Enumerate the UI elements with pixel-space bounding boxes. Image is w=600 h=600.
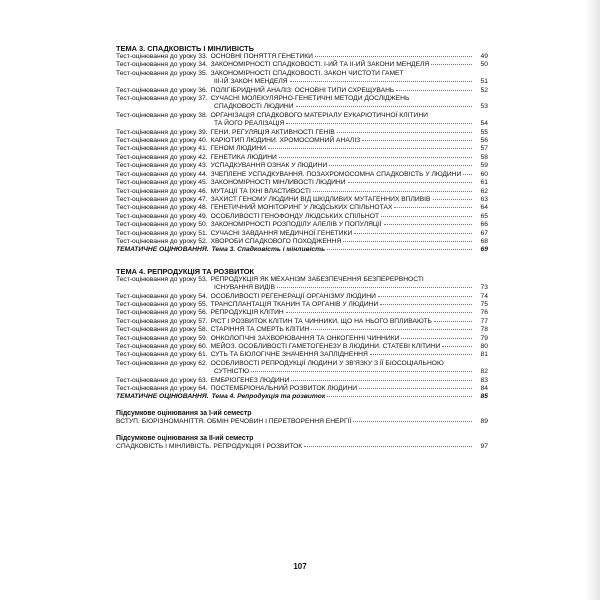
entry-prefix: Тест-оцінювання до уроку 35.: [116, 69, 208, 77]
toc-entry: [116, 351, 488, 359]
entry-line: [116, 103, 474, 111]
dot-leader: [381, 216, 472, 217]
entry-line: [116, 213, 474, 221]
entry-page-number: 81: [480, 351, 488, 359]
entry-page-number: 76: [480, 309, 488, 317]
entry-prefix: Тест-оцінювання до уроку 37.: [116, 95, 208, 103]
page-number: 107: [293, 562, 307, 571]
entry-title: ЗАКОНОМІРНОСТІ РОЗПОДІЛУ АЛЕЛІВ У ПОПУЛЯЦІЇ: [210, 221, 382, 229]
entry-prefix: Тест-оцінювання до уроку 64.: [116, 385, 208, 393]
entry-title: ГЕНИ. РЕГУЛЯЦІЯ АКТИВНОСТІ ГЕНІВ: [210, 128, 335, 136]
entry-title: ОРГАНІЗАЦІЯ СПАДКОВОГО МАТЕРІАЛУ ЕУКАРІОТИЧНОЇ КЛІТИНИ: [210, 111, 428, 119]
toc-entry: [116, 112, 488, 129]
toc-sections: [116, 44, 488, 402]
toc-entry: [116, 213, 488, 221]
entry-title: СТАРІННЯ ТА СМЕРТЬ КЛІТИН: [210, 326, 310, 334]
entry-line: [116, 78, 474, 86]
entry-title: ГЕНЕТИЧНИЙ МОНІТОРИНГ У ЛЮДСЬКИХ СПІЛЬНОТАХ: [210, 204, 393, 212]
dot-leader: [313, 191, 472, 192]
entry-page-number: 65: [480, 212, 488, 220]
toc-entry: [116, 162, 488, 170]
section-title: ТЕМА 3. СПАДКОВІСТЬ І МІНЛИВІСТЬ: [116, 44, 254, 53]
summary-entry: [116, 443, 488, 451]
dot-leader: [362, 140, 472, 141]
entry-prefix: Тест-оцінювання до уроку 44.: [116, 170, 208, 178]
entry-page-number: 74: [480, 292, 488, 300]
entry-prefix: ТЕМАТИЧНЕ ОЦІНЮВАННЯ.: [116, 393, 209, 401]
entry-prefix: Тест-оцінювання до уроку 47.: [116, 195, 208, 203]
dot-leader: [353, 421, 472, 422]
entry-line: [116, 318, 474, 326]
entry-title: ТРАНСПЛАНТАЦІЯ ТКАНИН ТА ОРГАНІВ У ЛЮДИНИ: [210, 300, 379, 308]
entry-prefix: Тест-оцінювання до уроку 45.: [116, 179, 208, 187]
toc-entry: [116, 230, 488, 238]
entry-page-number: 57: [480, 145, 488, 153]
entry-page-number: 52: [480, 86, 488, 94]
dot-leader: [401, 338, 472, 339]
entry-title: ПОСТЕМБРІОНАЛЬНИЙ РОЗВИТОК ЛЮДИНИ: [210, 385, 358, 393]
toc-entry: [116, 377, 488, 385]
dot-leader: [343, 241, 472, 242]
dot-leader: [463, 174, 472, 175]
dot-leader: [268, 148, 472, 149]
entry-line: [116, 95, 474, 103]
entry-prefix: Тест-оцінювання до уроку 40.: [116, 137, 208, 145]
dot-leader: [378, 296, 472, 297]
dot-leader: [431, 64, 472, 65]
entry-title: ЗАКОНОМІРНОСТІ СПАДКОВОСТІ. ЗАКОН ЧИСТОТИ ГАМЕТ: [210, 69, 404, 77]
entry-prefix: Тест-оцінювання до уроку 39.: [116, 128, 208, 136]
dot-leader: [337, 132, 472, 133]
entry-prefix: ТЕМАТИЧНЕ ОЦІНЮВАННЯ.: [116, 246, 209, 254]
toc-entry: [116, 309, 488, 317]
dot-leader: [290, 81, 472, 82]
entry-line: [116, 188, 474, 196]
dot-leader: [286, 123, 472, 124]
entry-title: ЕМБРІОГЕНЕЗ ЛЮДИНИ: [210, 376, 290, 384]
dot-leader: [291, 380, 472, 381]
entry-title: МЕЙОЗ. ОСОБЛИВОСТІ ГАМЕТОГЕНЕЗУ В ЛЮДИНИ. СТАТЕВІ КЛІТИНИ: [210, 343, 441, 350]
entry-line: [116, 171, 474, 179]
entry-title: ХВОРОБИ СПАДКОВОГО ПОХОДЖЕННЯ: [210, 237, 342, 245]
entry-line: [116, 360, 474, 368]
entry-prefix: Тест-оцінювання до уроку 43.: [116, 162, 208, 170]
thematic-assessment-entry: [116, 246, 488, 254]
entry-line: [116, 70, 474, 78]
dot-leader: [327, 396, 472, 397]
entry-title: Тема 4. Репродукція та розвиток: [211, 393, 326, 401]
entry-page-number: 62: [480, 187, 488, 195]
entry-line: [116, 112, 474, 120]
entry-line: [116, 284, 474, 292]
entry-line: [116, 368, 474, 376]
entry-page-number: 66: [480, 221, 488, 229]
entry-page-number: 80: [480, 343, 488, 350]
entry-page-number: 68: [480, 237, 488, 245]
entry-prefix: Тест-оцінювання до уроку 63.: [116, 376, 208, 384]
entry-prefix: Тест-оцінювання до уроку 41.: [116, 145, 208, 153]
entry-title: СУТНІСТЮ: [214, 368, 250, 376]
entry-prefix: Тест-оцінювання до уроку 51.: [116, 229, 208, 237]
dot-leader: [384, 224, 472, 225]
entry-prefix: Тест-оцінювання до уроку 48.: [116, 204, 208, 212]
thematic-assessment-entry: [116, 393, 488, 401]
entry-line: [116, 204, 474, 212]
toc-entry: [116, 171, 488, 179]
dot-leader: [279, 157, 472, 158]
toc-entry: [116, 61, 488, 69]
entry-title: ЗАКОНОМІРНОСТІ СПАДКОВОСТІ. І-ИЙ ТА ІІ-ИЙ ЗАКОНИ МЕНДЕЛЯ: [210, 61, 430, 69]
toc-entry: [116, 293, 488, 301]
entry-prefix: Тест-оцінювання до уроку 60.: [116, 343, 208, 350]
dot-leader: [311, 329, 472, 330]
entry-prefix: Тест-оцінювання до уроку 38.: [116, 111, 208, 119]
entry-prefix: Тест-оцінювання до уроку 42.: [116, 153, 208, 161]
entry-page-number: 67: [480, 229, 488, 237]
entry-line: [116, 246, 474, 254]
entry-line: [116, 393, 474, 401]
entry-page-number: 82: [480, 368, 488, 376]
entry-page-number: 51: [480, 78, 488, 86]
entry-page-number: 63: [480, 195, 488, 203]
toc-section: [116, 267, 488, 402]
entry-title: РІСТ І РОЗВИТОК КЛІТИН ТА ЧИННИКИ, ЩО НА НЬОГО ВПЛИВАЮТЬ: [210, 317, 432, 325]
entry-page-number: 64: [480, 204, 488, 212]
section-title: ТЕМА 4. РЕПРОДУКЦІЯ ТА РОЗВИТОК: [116, 266, 255, 276]
entry-title: КАРІОТИП ЛЮДИНИ. ХРОМОСОМНИЙ АНАЛІЗ: [210, 137, 361, 145]
toc-entry: [116, 204, 488, 212]
entry-page-number: 83: [480, 376, 488, 384]
entry-page-number: 84: [480, 385, 488, 393]
entry-title: ПОЛІГІБРИДНИЙ АНАЛІЗ: ОСНОВНІ ТИПИ СХРЕЩУВАНЬ: [210, 86, 395, 94]
entry-title: УСПАДКУВАННЯ ОЗНАК У ЛЮДИНИ: [210, 162, 328, 170]
entry-page-number: 69: [480, 246, 488, 254]
entry-prefix: Тест-оцінювання до уроку 34.: [116, 61, 208, 69]
entry-title: МУТАЦІЇ ТА ЇХНІ ВЛАСТИВОСТІ: [210, 187, 311, 195]
entry-title: ГЕНЕТИКА ЛЮДИНИ: [210, 153, 277, 161]
dot-leader: [304, 446, 472, 447]
dot-leader: [370, 354, 472, 355]
entry-page-number: 55: [480, 128, 488, 136]
toc-entry: [116, 326, 488, 334]
entry-title: ЗЧЕПЛЕНЕ УСПАДКУВАННЯ. ПОЗАХРОМОСОМНА СПАДКОВІСТЬ У ЛЮДИНИ: [210, 170, 462, 178]
entry-line: [116, 335, 474, 343]
entry-title: РЕПРОДУКЦІЯ ЯК МЕХАНІЗМ ЗАБЕЗПЕЧЕННЯ БЕЗПЕРЕРВНОСТІ: [210, 275, 424, 283]
entry-prefix: Тест-оцінювання до уроку 62.: [116, 359, 208, 367]
entry-page-number: 79: [480, 334, 488, 342]
entry-line: [116, 61, 474, 69]
toc-entry: [116, 129, 488, 137]
entry-title: ОСОБЛИВОСТІ ГЕНОФОНДУ ЛЮДСЬКИХ СПІЛЬНОТ: [210, 212, 380, 220]
entry-page-number: 60: [480, 170, 488, 178]
entry-line: [116, 230, 474, 238]
dot-leader: [394, 207, 472, 208]
entry-line: [116, 377, 474, 385]
summary-page-number: 89: [480, 418, 488, 426]
entry-line: [116, 326, 474, 334]
entry-prefix: Тест-оцінювання до уроку 58.: [116, 326, 208, 334]
entry-line: [116, 351, 474, 359]
entry-line: [116, 221, 474, 229]
toc-entry: [116, 145, 488, 153]
table-of-contents: [116, 44, 488, 452]
dot-leader: [315, 56, 472, 57]
dot-leader: [396, 90, 472, 91]
entry-line: [116, 179, 474, 187]
entry-title: СУЧАСНІ ЗАВДАННЯ МЕДИЧНОЇ ГЕНЕТИКИ: [210, 229, 353, 237]
entry-prefix: Тест-оцінювання до уроку 49.: [116, 212, 208, 220]
entry-title: ІІІ-ІЙ ЗАКОН МЕНДЕЛЯ: [214, 78, 288, 86]
entry-line: [116, 145, 474, 153]
dot-leader: [359, 388, 472, 389]
entry-prefix: Тест-оцінювання до уроку 59.: [116, 334, 208, 342]
entry-prefix: Тест-оцінювання до уроку 55.: [116, 300, 208, 308]
dot-leader: [251, 371, 472, 372]
entry-page-number: 58: [480, 153, 488, 161]
toc-entry: [116, 335, 488, 343]
summary-group: [116, 410, 488, 427]
entry-title: РЕПРОДУКЦІЯ КЛІТИН: [210, 309, 284, 317]
entry-page-number: 77: [480, 317, 488, 325]
toc-entry: [116, 318, 488, 326]
dot-leader: [434, 321, 472, 322]
entry-prefix: Тест-оцінювання до уроку 33.: [116, 53, 208, 60]
entry-title: ГЕНОМ ЛЮДИНИ: [210, 145, 266, 153]
entry-page-number: 53: [480, 103, 488, 111]
entry-title: Тема 3. Спадковість і мінливість: [211, 246, 326, 254]
dot-leader: [277, 287, 472, 288]
dot-leader: [348, 182, 472, 183]
entry-prefix: Тест-оцінювання до уроку 61.: [116, 351, 208, 359]
entry-line: [116, 120, 474, 128]
entry-line: [116, 293, 474, 301]
entry-title: СУТЬ ТА БІОЛОГІЧНЕ ЗНАЧЕННЯ ЗАПЛІДНЕННЯ: [210, 351, 368, 359]
entry-page-number: 73: [480, 284, 488, 292]
entry-page-number: 85: [480, 393, 488, 401]
entry-title: ОСНОВНІ ПОНЯТТЯ ГЕНЕТИКИ: [210, 53, 313, 60]
entry-prefix: Тест-оцінювання до уроку 54.: [116, 292, 208, 300]
toc-section: [116, 44, 488, 255]
entry-page-number: 75: [480, 300, 488, 308]
entry-title: ЗАКОНОМІРНОСТІ МІНЛИВОСТІ ЛЮДИНИ: [210, 179, 346, 187]
entry-page-number: 78: [480, 326, 488, 334]
entry-line: [116, 87, 474, 95]
entry-page-number: 54: [480, 120, 488, 128]
entry-prefix: Тест-оцінювання до уроку 50.: [116, 221, 208, 229]
entry-prefix: Тест-оцінювання до уроку 46.: [116, 187, 208, 195]
entry-prefix: Тест-оцінювання до уроку 57.: [116, 317, 208, 325]
entry-page-number: 59: [480, 162, 488, 170]
entry-title: ОСОБЛИВОСТІ РЕПРОДУКЦІЇ ЛЮДИНИ У ЗВ'ЯЗКУ З ЇЇ БІОСОЦІАЛЬНОЮ: [210, 359, 444, 367]
summary-page-number: 97: [480, 443, 488, 451]
toc-entry: [116, 87, 488, 95]
entry-prefix: Тест-оцінювання до уроку 53.: [116, 275, 208, 283]
entry-line: [116, 276, 474, 284]
summary-title: ВСТУП. БІОРІЗНОМАНІТТЯ. ОБМІН РЕЧОВИН І ПЕРЕТВОРЕННЯ ЕНЕРГІЇ: [116, 418, 352, 426]
summary-heading: Підсумкове оцінювання за І-ий семестр: [116, 409, 252, 417]
summary-entry: [116, 418, 488, 426]
entry-title: СПАДКОВОСТІ ЛЮДИНИ: [214, 103, 294, 111]
dot-leader: [329, 165, 472, 166]
dot-leader: [354, 233, 472, 234]
toc-entry: [116, 360, 488, 377]
entry-prefix: Тест-оцінювання до уроку 52.: [116, 237, 208, 245]
toc-entry: [116, 221, 488, 229]
toc-entry: [116, 188, 488, 196]
summary-assessments: [116, 410, 488, 452]
toc-entry: [116, 95, 488, 112]
dot-leader: [296, 106, 472, 107]
entry-page-number: 61: [480, 179, 488, 187]
entry-title: СУЧАСНІ МОЛЕКУЛЯРНО-ГЕНЕТИЧНІ МЕТОДИ ДОСЛІДЖЕНЬ: [210, 95, 410, 103]
entry-line: [116, 309, 474, 317]
summary-group: [116, 435, 488, 452]
summary-heading: Підсумкове оцінювання за ІІ-ий семестр: [116, 434, 254, 442]
dot-leader: [327, 249, 472, 250]
dot-leader: [380, 304, 472, 305]
entry-title: ЗАХИСТ ГЕНОМУ ЛЮДИНИ ВІД ШКІДЛИВИХ МУТАГЕННИХ ВПЛИВІВ: [210, 195, 431, 203]
entry-line: [116, 129, 474, 137]
toc-entry: [116, 179, 488, 187]
entry-title: ОСОБЛИВОСТІ РЕГЕНЕРАЦІЇ ОРГАНІЗМУ ЛЮДИНИ: [210, 292, 376, 300]
dot-leader: [433, 199, 473, 200]
summary-title: СПАДКОВІСТЬ І МІНЛИВІСТЬ. РЕПРОДУКЦІЯ І РОЗВИТОК: [116, 443, 303, 451]
entry-prefix: Тест-оцінювання до уроку 56.: [116, 309, 208, 317]
entry-page-number: 56: [480, 137, 488, 145]
toc-entry: [116, 70, 488, 87]
entry-title: ТА ЙОГО РЕАЛІЗАЦІЯ: [214, 120, 285, 128]
entry-line: [116, 162, 474, 170]
entry-page-number: 50: [480, 61, 488, 69]
entry-title: ІСНУВАННЯ ВИДІВ: [214, 284, 275, 292]
entry-page-number: 49: [480, 53, 488, 60]
dot-leader: [286, 312, 472, 313]
toc-entry: [116, 276, 488, 293]
entry-title: ОНКОЛОГІЧНІ ЗАХВОРЮВАННЯ ТА ОНКОГЕННІ ЧИННИКИ: [210, 334, 400, 342]
dot-leader: [442, 346, 472, 347]
entry-prefix: Тест-оцінювання до уроку 36.: [116, 86, 208, 94]
